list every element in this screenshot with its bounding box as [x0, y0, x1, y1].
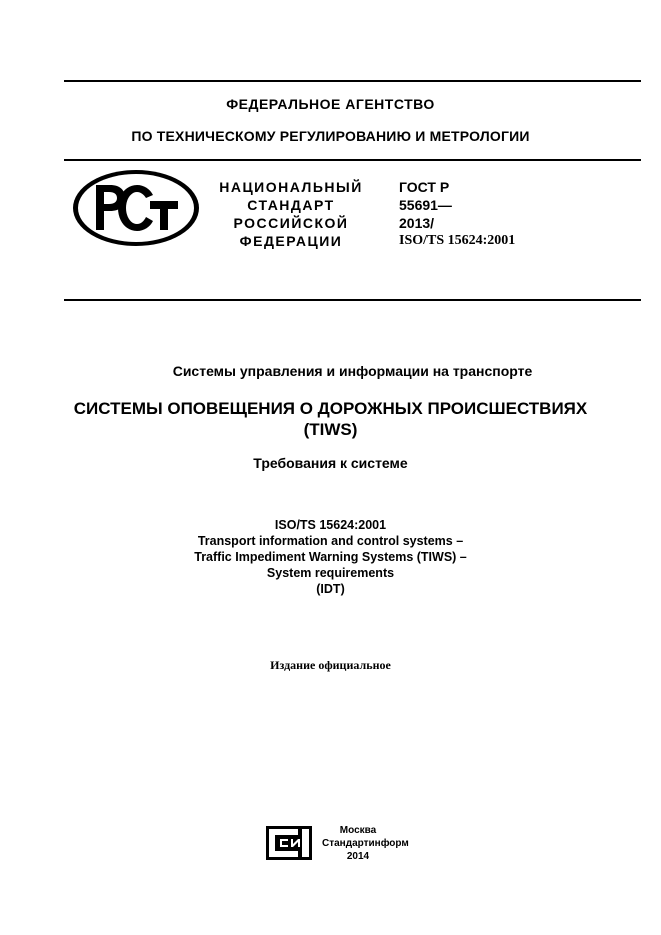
- standard-name-line: ФЕДЕРАЦИИ: [239, 233, 343, 249]
- publisher-info: [322, 824, 409, 863]
- designation-line: ГОСТ Р: [399, 179, 450, 195]
- top-rule: [64, 80, 641, 82]
- official-edition: Издание официальное: [270, 658, 391, 672]
- agency-name-line2: ПО ТЕХНИЧЕСКОМУ РЕГУЛИРОВАНИЮ И МЕТРОЛОГИИ: [131, 128, 530, 144]
- designation-line: 55691—: [399, 197, 452, 213]
- international-line: (IDT): [316, 582, 345, 596]
- standard-rule: [64, 299, 641, 301]
- standartinform-logo-icon: [266, 826, 312, 860]
- publisher-name: Стандартинформ: [322, 838, 409, 849]
- document-title-line1: СИСТЕМЫ ОПОВЕЩЕНИЯ О ДОРОЖНЫХ ПРОИСШЕСТВИЯХ: [73, 399, 588, 418]
- standard-name: [200, 178, 382, 250]
- designation-line-iso: ISO/TS 15624:2001: [399, 233, 516, 248]
- agency-name-line1: ФЕДЕРАЛЬНОЕ АГЕНТСТВО: [226, 96, 435, 112]
- document-title: [0, 398, 661, 440]
- international-line: Transport information and control systems –: [197, 534, 464, 548]
- document-title-line2: (TIWS): [303, 420, 358, 439]
- international-line: System requirements: [266, 566, 395, 580]
- international-standard: [0, 517, 661, 597]
- standard-name-line: СТАНДАРТ: [247, 197, 335, 213]
- designation-line: 2013/: [399, 215, 435, 231]
- international-line: ISO/TS 15624:2001: [274, 518, 387, 532]
- document-requirements: Требования к системе: [253, 455, 408, 471]
- publisher-year: 2014: [346, 851, 370, 862]
- publisher-city: Москва: [339, 825, 377, 836]
- rst-gost-logo-icon: [70, 167, 202, 249]
- standard-designation: [399, 178, 515, 250]
- agency-rule: [64, 159, 641, 161]
- document-subtitle: Системы управления и информации на транспорте: [172, 363, 533, 379]
- standard-name-line: РОССИЙСКОЙ: [233, 215, 349, 231]
- international-line: Traffic Impediment Warning Systems (TIWS) –: [194, 550, 467, 564]
- standard-name-line: НАЦИОНАЛЬНЫЙ: [219, 179, 363, 195]
